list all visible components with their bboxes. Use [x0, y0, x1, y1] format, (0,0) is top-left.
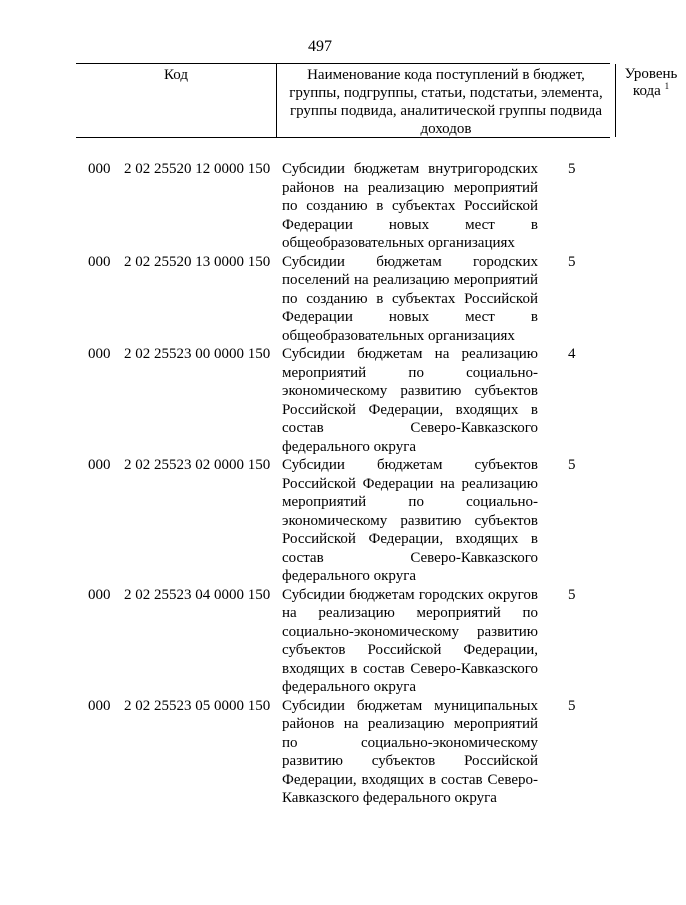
row-prefix: 000: [88, 253, 111, 270]
row-name: Субсидии бюджетам городских поселений на реализацию мероприятий по созданию в субъектах Российской Федерации новых мест в общеобразовательных организациях: [282, 253, 538, 344]
table-row: [76, 697, 610, 808]
header-level-suffix: а: [654, 83, 661, 99]
table-row: [76, 253, 610, 346]
row-code: 2 02 25523 02 0000 150: [124, 457, 271, 473]
row-code: 2 02 25523 00 0000 150: [124, 346, 271, 362]
header-level-label: Уровень код: [624, 66, 678, 99]
table-row: [76, 586, 610, 697]
header-name: Наименование кода поступлений в бюджет, группы, подгруппы, статьи, подстатьи, элемента, группы подвида, аналитической группы подвида доходов: [276, 64, 616, 137]
header-level: [616, 64, 686, 137]
row-code: 2 02 25520 12 0000 150: [124, 161, 271, 177]
table-row: [76, 160, 610, 253]
table-row: [76, 345, 610, 456]
header-code: Код: [164, 67, 188, 83]
row-code: 2 02 25523 04 0000 150: [124, 586, 271, 603]
row-prefix: 000: [88, 697, 111, 714]
row-level: 5: [568, 253, 576, 270]
row-level: 5: [568, 586, 576, 603]
row-level: 5: [568, 457, 576, 473]
row-level: 5: [568, 161, 576, 177]
row-code: 2 02 25523 05 0000 150: [124, 697, 271, 714]
row-level: 5: [568, 697, 576, 714]
footnote-marker: 1: [664, 81, 670, 91]
page-number: 497: [308, 38, 332, 55]
row-prefix: 000: [88, 346, 111, 362]
table-header: [76, 63, 678, 138]
row-name: Субсидии бюджетам субъектов Российской Федерации на реализацию мероприятий по социально-экономическому развитию субъектов Российской Федерации, входящих в состав Северо-Кавказского федерального округа: [282, 457, 538, 584]
row-prefix: 000: [88, 161, 111, 177]
row-prefix: 000: [88, 457, 111, 473]
row-name: Субсидии бюджетам на реализацию мероприятий по социально-экономическому развитию субъектов Российской Федерации, входящих в состав Северо-Кавказского федерального округа: [282, 346, 538, 455]
row-name: Субсидии бюджетам внутригородских районов на реализацию мероприятий по созданию в субъектах Российской Федерации новых мест в общеобразовательных организациях: [282, 161, 538, 251]
table-row: [76, 456, 610, 586]
row-prefix: 000: [88, 586, 111, 603]
row-code: 2 02 25520 13 0000 150: [124, 253, 271, 270]
row-level: 4: [568, 346, 576, 362]
row-name: Субсидии бюджетам городских округов на реализацию мероприятий по социально-экономическому развитию субъектов Российской Федерации, входящих в состав Северо-Кавказского федерального округа: [282, 586, 538, 695]
row-name: Субсидии бюджетам муниципальных районов на реализацию мероприятий по социально-экономическому развитию субъектов Российской Федерации, входящих в состав Северо-Кавказского федерального округа: [282, 697, 538, 806]
table-body: [76, 160, 610, 808]
